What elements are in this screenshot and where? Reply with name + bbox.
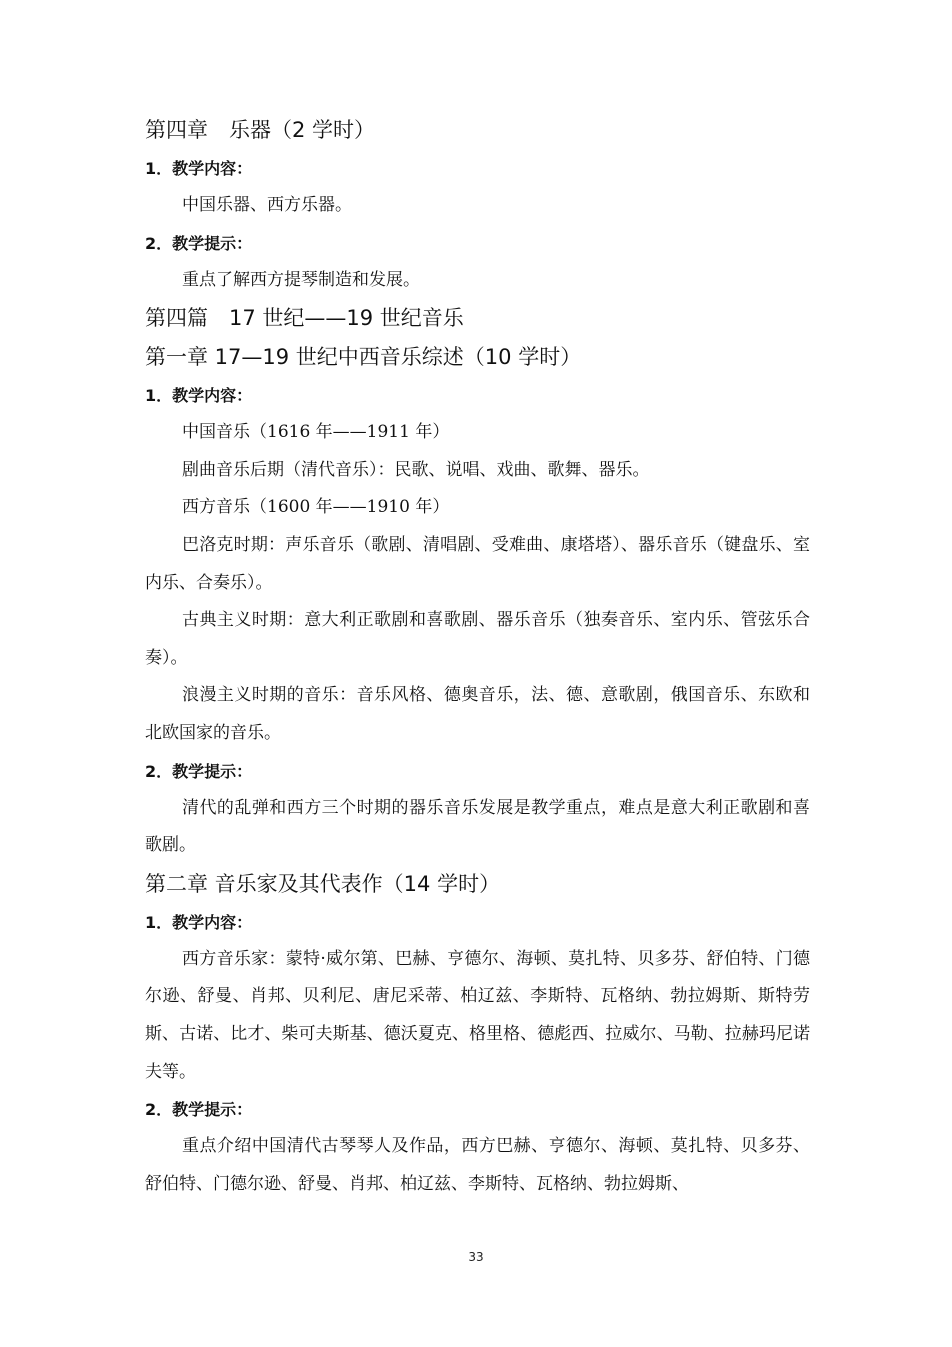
paragraph: 重点介绍中国清代古琴琴人及作品，西方巴赫、亨德尔、海顿、莫扎特、贝多芬、舒伯特、门德尔逊、舒曼、肖邦、柏辽兹、李斯特、瓦格纳、勃拉姆斯、 (145, 1136, 810, 1194)
section-label: 2．教学提示： (145, 761, 253, 781)
paragraph: 中国音乐（1616 年——1911 年） (182, 422, 450, 443)
paragraph: 剧曲音乐后期（清代音乐）：民歌、说唱、戏曲、歌舞、器乐。 (182, 459, 650, 480)
chapter-heading: 第二章 音乐家及其代表作（14 学时） (145, 871, 501, 896)
part-heading: 第四篇 17 世纪——19 世纪音乐 (145, 306, 464, 331)
paragraph: 西方音乐（1600 年——1910 年） (182, 497, 450, 518)
paragraph: 西方音乐家：蒙特·威尔第、巴赫、亨德尔、海顿、莫扎特、贝多芬、舒伯特、门德尔逊、舒曼、肖邦、贝利尼、唐尼采蒂、柏辽兹、李斯特、瓦格纳、勃拉姆斯、斯特劳斯、古诺、比才、柴可夫斯基、德沃夏克、格里格、德彪西、拉威尔、马勒、拉赫玛尼诺夫等。 (145, 948, 810, 1082)
section-label: 1．教学内容： (145, 159, 253, 178)
section-label: 1．教学内容： (145, 912, 253, 932)
section-label: 2．教学提示： (145, 1100, 253, 1120)
paragraph: 清代的乱弹和西方三个时期的器乐音乐发展是教学重点，难点是意大利正歌剧和喜歌剧。 (145, 797, 810, 856)
page-number: 33 (468, 1250, 484, 1264)
paragraph: 巴洛克时期：声乐音乐（歌剧、清唱剧、受难曲、康塔塔）、器乐音乐（键盘乐、室内乐、合奏乐）。 (145, 534, 810, 593)
section-label: 2．教学提示： (145, 233, 253, 253)
paragraph: 重点了解西方提琴制造和发展。 (182, 269, 420, 290)
section-label: 1．教学内容： (145, 386, 253, 406)
paragraph: 浪漫主义时期的音乐：音乐风格、德奥音乐，法、德、意歌剧，俄国音乐、东欧和北欧国家的音乐。 (145, 685, 810, 743)
page-content (145, 111, 810, 1203)
paragraph: 中国乐器、西方乐器。 (182, 195, 352, 215)
paragraph: 古典主义时期：意大利正歌剧和喜歌剧、器乐音乐（独奏音乐、室内乐、管弦乐合奏）。 (145, 610, 810, 668)
chapter-heading: 第四章 乐器（2 学时） (145, 118, 376, 142)
chapter-heading: 第一章 17—19 世纪中西音乐综述（10 学时） (145, 345, 582, 370)
